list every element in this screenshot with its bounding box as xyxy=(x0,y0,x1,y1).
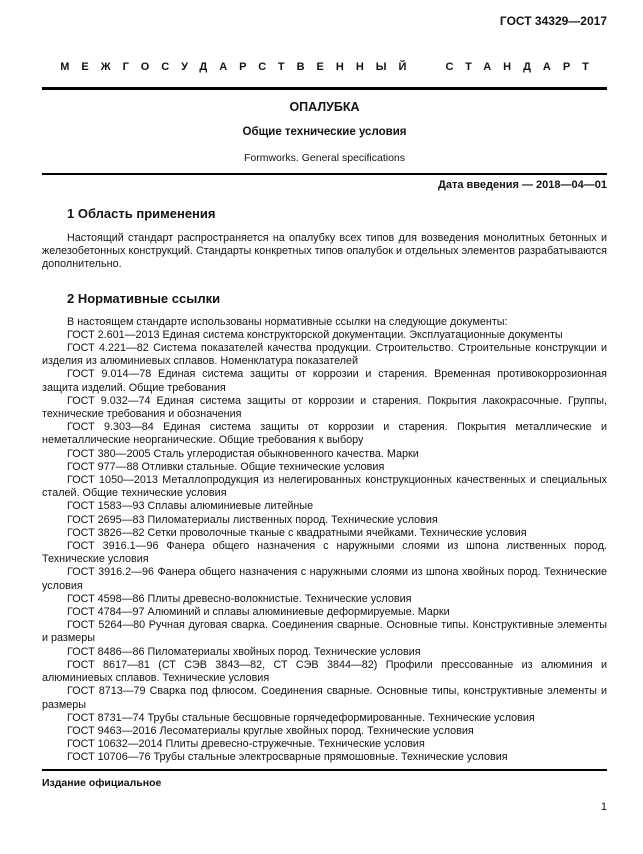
reference-item: ГОСТ 3826—82 Сетки проволочные тканые с квадратными ячейками. Технические условия xyxy=(67,526,527,539)
reference-item: ГОСТ 8713—79 Сварка под флюсом. Соединения сварные. Основные типы, конструктивные элементы и размеры xyxy=(42,685,607,711)
reference-item: ГОСТ 8486—86 Пиломатериалы хвойных пород. Технические условия xyxy=(67,645,421,658)
doc-title: ОПАЛУБКА xyxy=(289,100,360,114)
reference-item: ГОСТ 10706—76 Трубы стальные электросварные прямошовные. Технические условия xyxy=(67,751,508,764)
references-list xyxy=(42,329,607,765)
reference-item: ГОСТ 977—88 Отливки стальные. Общие технические условия xyxy=(67,460,385,473)
reference-item: ГОСТ 5264—80 Ручная дуговая сварка. Соединения сварные. Основные типы. Конструктивные элементы и размеры xyxy=(42,619,607,645)
reference-item: ГОСТ 8731—74 Трубы стальные бесшовные горячедеформированные. Технические условия xyxy=(67,711,535,724)
reference-item: ГОСТ 2.601—2013 Единая система конструкторской документации. Эксплуатационные документы xyxy=(67,328,563,341)
reference-item: ГОСТ 3916.2—96 Фанера общего назначения с наружными слоями из шпона хвойных пород. Технические условия xyxy=(42,566,607,592)
reference-item: ГОСТ 9.303—84 Единая система защиты от коррозии и старения. Покрытия металлические и неметаллические неорганические. Общие требования к выбору xyxy=(42,421,607,447)
edition-note: Издание официальное xyxy=(42,777,162,789)
reference-item: ГОСТ 10632—2014 Плиты древесно-стружечные. Технические условия xyxy=(67,738,425,751)
section-1-heading: 1 Область применения xyxy=(67,206,216,221)
doc-number: ГОСТ 34329—2017 xyxy=(499,14,607,28)
reference-item: ГОСТ 2695—83 Пиломатериалы лиственных пород. Технические условия xyxy=(67,513,438,526)
reference-item: ГОСТ 1583—93 Сплавы алюминиевые литейные xyxy=(67,500,314,513)
scope-paragraph: Настоящий стандарт распространяется на опалубку всех типов для возведения монолитных бетонных и железобетонных конструкций. Стандарты конкретных типов опалубок и отдельных элементов разрабатываются дополнительно. xyxy=(42,232,607,271)
reference-item: ГОСТ 9.014—78 Единая система защиты от коррозии и старения. Временная противокоррозионная защита изделий. Общие требования xyxy=(42,368,607,394)
page-footer xyxy=(42,769,607,813)
references-intro: В настоящем стандарте использованы нормативные ссылки на следующие документы: xyxy=(67,315,508,328)
reference-item: ГОСТ 8617—81 (СТ СЭВ 3843—82, СТ СЭВ 3844—82) Профили прессованные из алюминия и алюминиевых сплавов. Технические условия xyxy=(42,658,607,685)
reference-item: ГОСТ 380—2005 Сталь углеродистая обыкновенного качества. Марки xyxy=(67,447,419,460)
title-rule xyxy=(42,173,607,175)
standard-type-label: МЕЖГОСУДАРСТВЕННЫЙ СТАНДАРТ xyxy=(60,61,601,73)
doc-title-en: Formworks. General specifications xyxy=(243,152,406,164)
reference-item: ГОСТ 4784—97 Алюминий и сплавы алюминиевые деформируемые. Марки xyxy=(67,606,450,619)
page-number: 1 xyxy=(600,801,607,813)
reference-item: ГОСТ 4598—86 Плиты древесно-волокнистые. Технические условия xyxy=(67,592,412,605)
reference-item: ГОСТ 4.221—82 Система показателей качества продукции. Строительство. Строительные конструкции и изделия из алюминиевых сплавов. Номенклатура показателей xyxy=(42,342,607,368)
header-rule xyxy=(42,87,607,90)
reference-item: ГОСТ 9463—2016 Лесоматериалы круглые хвойных пород. Технические условия xyxy=(67,724,474,737)
section-2-heading: 2 Нормативные ссылки xyxy=(67,290,221,306)
reference-item: ГОСТ 9.032—74 Единая система защиты от коррозии и старения. Покрытия лакокрасочные. Группы, технические требования и обозначения xyxy=(42,394,607,421)
doc-subtitle: Общие технические условия xyxy=(242,126,407,138)
reference-item: ГОСТ 1050—2013 Металлопродукция из нелегированных конструкционных качественных и специальных сталей. Общие технические условия xyxy=(42,474,607,500)
effective-date: Дата введения — 2018—04—01 xyxy=(438,179,607,191)
footer-rule xyxy=(42,769,607,771)
reference-item: ГОСТ 3916.1—96 Фанера общего назначения с наружными слоями из шпона лиственных пород. Технические условия xyxy=(42,540,607,566)
